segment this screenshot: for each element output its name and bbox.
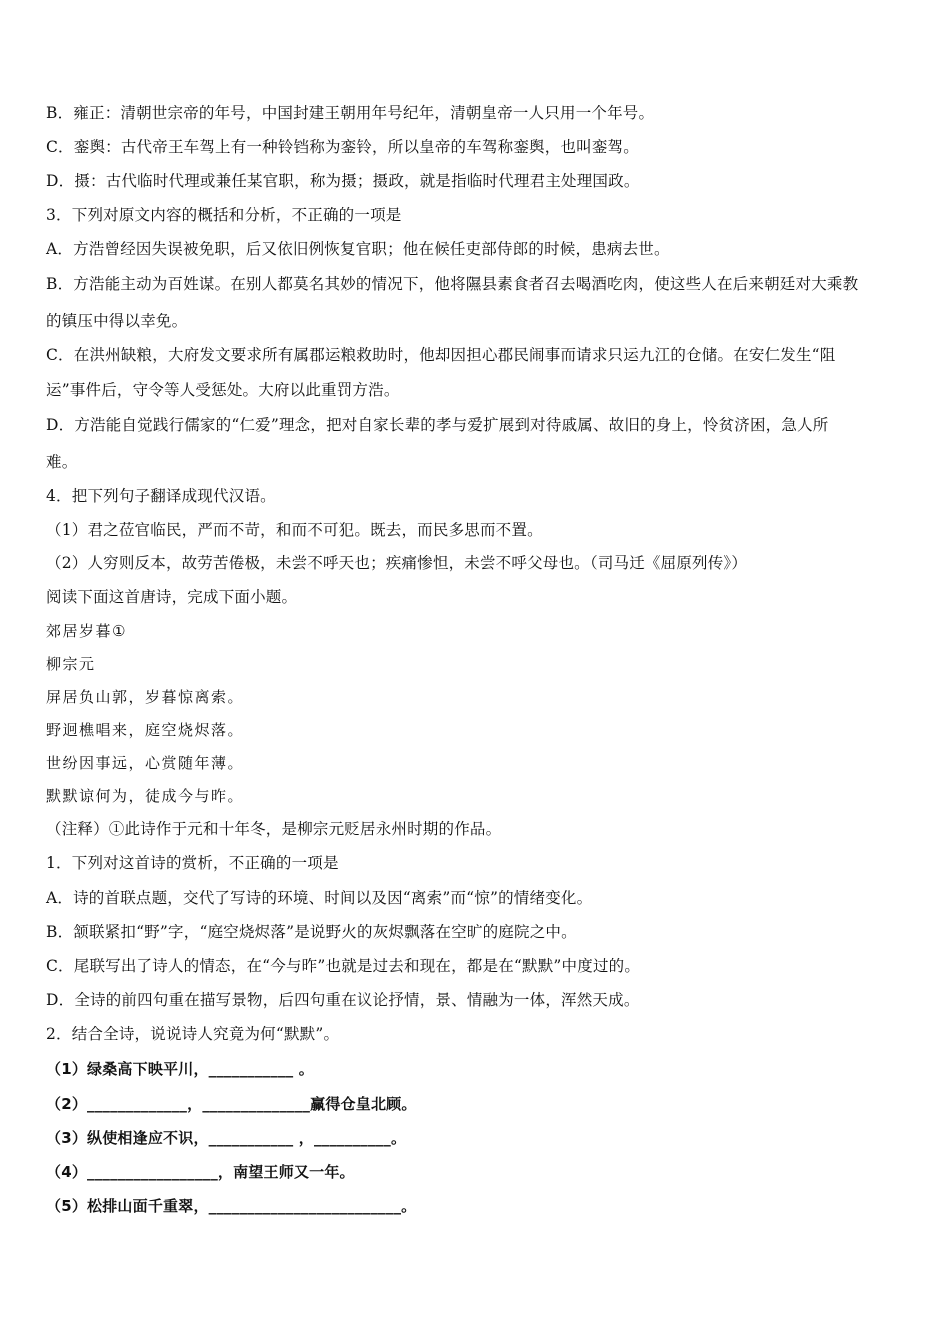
question-4: 4．把下列句子翻译成现代汉语。: [46, 487, 276, 505]
poem-line-2: 野迥樵唱来，庭空烧烬落。: [46, 721, 245, 739]
fill-blank-3: （3）纵使相逢应不识，___________ ，__________。: [46, 1129, 407, 1147]
pq1-option-a: A．诗的首联点题，交代了写诗的环境、时间以及因“离索”而“惊”的情绪变化。: [46, 889, 593, 907]
fill-blank-4: （4）_________________，南望王师又一年。: [46, 1163, 355, 1181]
q3-option-a: A．方浩曾经因失误被免职，后又依旧例恢复官职；他在候任吏部侍郎的时候，患病去世。: [46, 240, 670, 258]
pq1-option-b: B．颔联紧扣“野”字，“庭空烧烬落”是说野火的灰烬飘落在空旷的庭院之中。: [46, 923, 577, 941]
poem-instruction: 阅读下面这首唐诗，完成下面小题。: [46, 588, 298, 606]
option-c-luanyu: C．銮舆：古代帝王车驾上有一种铃铛称为銮铃，所以皇帝的车驾称銮舆，也叫銮驾。: [46, 138, 639, 156]
q4-sentence-1: （1）君之莅官临民，严而不苛，和而不可犯。既去，而民多思而不置。: [46, 521, 543, 539]
fill-blank-5: （5）松排山面千重翠，_________________________。: [46, 1197, 417, 1215]
q3-option-b-line1: B．方浩能主动为百姓谋。在别人都莫名其妙的情况下，他将隰县素食者召去喝酒吃肉，使这些人在后来朝廷对大乘教: [46, 275, 859, 293]
q3-option-c-line1: C．在洪州缺粮，大府发文要求所有属郡运粮救助时，他却因担心郡民闹事而请求只运九江的仓储。在安仁发生“阻: [46, 346, 836, 364]
poem-title: 郊居岁暮①: [46, 622, 127, 640]
poem-question-2: 2．结合全诗，说说诗人究竟为何“默默”。: [46, 1025, 340, 1043]
poem-line-1: 屏居负山郭，岁暮惊离索。: [46, 688, 245, 706]
option-b-yongzheng: B．雍正：清朝世宗帝的年号，中国封建王朝用年号纪年，清朝皇帝一人只用一个年号。: [46, 104, 655, 122]
poem-note: （注释）①此诗作于元和十年冬，是柳宗元贬居永州时期的作品。: [46, 820, 502, 838]
q3-option-d-line2: 难。: [46, 453, 78, 471]
poem-question-1: 1．下列对这首诗的赏析，不正确的一项是: [46, 854, 339, 872]
option-d-she: D．摄：古代临时代理或兼任某官职，称为摄；摄政，就是指临时代理君主处理国政。: [46, 172, 640, 190]
question-3: 3．下列对原文内容的概括和分析，不正确的一项是: [46, 206, 402, 224]
fill-blank-1: （1）绿桑高下映平川，___________ 。: [46, 1060, 314, 1078]
q4-sentence-2: （2）人穷则反本，故劳苦倦极，未尝不呼天也；疾痛惨怛，未尝不呼父母也。（司马迁《屈原列传》）: [46, 554, 748, 572]
poem-line-3: 世纷因事远，心赏随年薄。: [46, 754, 245, 772]
pq1-option-d: D．全诗的前四句重在描写景物，后四句重在议论抒情，景、情融为一体，浑然天成。: [46, 991, 640, 1009]
q3-option-c-line2: 运”事件后，守令等人受惩处。大府以此重罚方浩。: [46, 381, 400, 399]
pq1-option-c: C．尾联写出了诗人的情态，在“今与昨”也就是过去和现在，都是在“默默”中度过的。: [46, 957, 641, 975]
poem-line-4: 默默谅何为，徒成今与昨。: [46, 787, 245, 805]
q3-option-b-line2: 的镇压中得以幸免。: [46, 312, 188, 330]
q3-option-d-line1: D．方浩能自觉践行儒家的“仁爱”理念，把对自家长辈的孝与爱扩展到对待戚属、故旧的身上，怜贫济困，急人所: [46, 416, 829, 434]
fill-blank-2: （2）_____________，______________赢得仓皇北顾。: [46, 1095, 417, 1113]
poem-author: 柳宗元: [46, 655, 96, 673]
